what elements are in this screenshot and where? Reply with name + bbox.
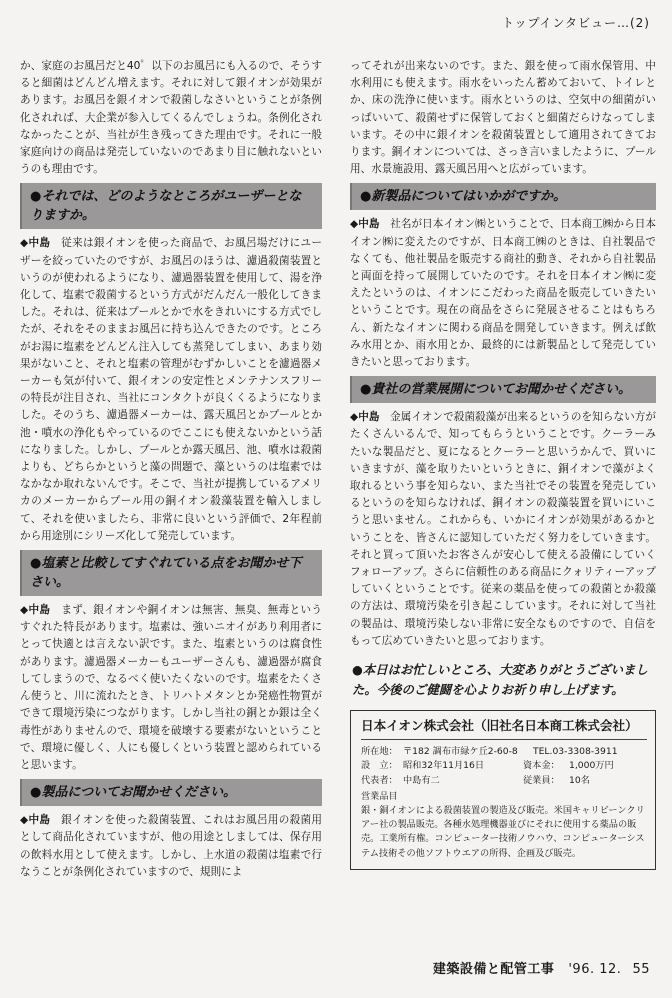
magazine-title: 建築設備と配管工事 xyxy=(432,962,555,977)
business-description: 銀・銅イオンによる殺菌装置の製造及び販売。米国キャリビーンクリアー社の製品販売。各種水処理機器並びにそれに使用する薬品の販売。工業所有権。コンピューター技術ノウハウ、コンピューターシステム技術その他ソフトウエアの所得、企画及び販売。 xyxy=(361,804,645,859)
company-info-box xyxy=(350,710,656,870)
address-value: 〒182 調布市緑ケ丘2-60-8 xyxy=(403,746,518,758)
issue-date: '96. 12. xyxy=(568,962,622,977)
answer-text: まず、銀イオンや銅イオンは無害、無臭、無毒というすぐれた特長があります。塩素は、強いニオイがあり利用者にとって快適とは言えない訳です。また、塩素というのは腐食性があります。濾過器メーカーもユーザーさんも、濾過器が腐食してしまうので、なるべく使いたくないのです。塩素をたくさん使うと、川に流れたとき、トリハトメタンとか発癌性物質ができて環境汚染につながります。しかし当社の銅とか銀は全く毒性がありませんので、環境を破壊する要素がないということで、環境に優しく、人にも優しくという装置と認められていると思います。 xyxy=(20,604,323,771)
speaker-label: ◆中島 xyxy=(20,237,51,250)
question-heading: ●貴社の営業展開についてお聞かせください。 xyxy=(350,376,656,403)
answer-text: 従来は銀イオンを使った商品で、お風呂場だけにユーザーを絞っていたのですが、お風呂のほうは、濾過殺菌装置というのが使われるようになり、濾過器装置を使用して、湯を浄化して、塩素で殺菌するという方式がだんだん一般化してきました。それは、従来はプールとかで水をきれいにする方式でしたが、それをそのままお風呂に持ち込んできたのです。ところがお湯に塩素をどんどん注入しても蒸発してしまい、あまり効果がないこと、それと塩素の管理がむずかしいことを濾過器メーカーも気が付いて、銀イオンの安定性とメンテナンスフリーの特長が注目され、当社にコンタクトが良くくるようになりました。そのうち、濾過器メーカーは、露天風呂とかプールとか池・噴水の浄化もやっているのでここにも使えないかという話になりました。しかし、プールとか露天風呂、池、噴水は殺菌よりも、どちらかというと藻の問題で、藻というのは塩素ではなかなか取れないんです。そこで、当社が提携しているアメリカのメーカーからプール用の銅イオン殺藻装置を輸入しまして、それを使いましたら、非常に良いという評価で、2年程前から用途別にシリーズ化して発売しています。 xyxy=(20,237,322,542)
answer-paragraph xyxy=(350,409,656,650)
speaker-label: ◆中島 xyxy=(350,218,380,231)
answer-text: 銀イオンを使った殺菌装置、これはお風呂用の殺菌用として商品化されていますが、他の用途としましては、保存用の飲料水用として使えます。しかし、上水道の殺菌は塩素で行なうことが条例化されていますので、規則によ xyxy=(20,814,323,878)
page-footer xyxy=(433,958,650,977)
question-heading: ●製品についてお聞かせください。 xyxy=(20,779,322,806)
capital-value: 1,000万円 xyxy=(569,760,614,772)
representative-value: 中島有二 xyxy=(403,774,440,786)
question-heading: ●それでは、どのようなところがユーザーとなりますか。 xyxy=(20,183,322,229)
company-name: 日本イオン株式会社（旧社名日本商工株式会社） xyxy=(361,717,647,740)
answer-paragraph xyxy=(20,812,322,881)
answer-text: 社名が日本イオン㈱ということで、日本商工㈱から日本イオン㈱に変えたのですが、日本商工㈱のときは、自社製品でなくても、他社製品を販売する商社的動き、それから自社製品と両面を持って展開していたのです。それを日本イオン㈱に変えたというのは、イオンにこだわった商品を販売していきたいということです。現在の商品をさらに発展させることはもちろん、新たなイオンに関わる商品を開発していきます。例えば飲み水用とか、雨水用とか、最終的には新製品として発売していきたいと思っております。 xyxy=(350,218,656,369)
closing-remark: ●本日はお忙しいところ、大変ありがとうございました。今後のご健闘を心よりお祈り申し上げます。 xyxy=(352,662,648,698)
employees-label: 従業員： xyxy=(523,774,560,786)
representative-label: 代表者： xyxy=(361,774,398,786)
established-row xyxy=(361,759,647,773)
business-label: 営業品目 xyxy=(361,790,398,802)
employees-value: 10名 xyxy=(569,774,590,786)
answer-paragraph xyxy=(20,602,322,774)
answer-text: 金属イオンで殺菌殺藻が出来るというのを知らない方がたくさんいるんで、知ってもらうということです。クーラーみたいな製品だと、夏になるとクーラーと思いうかんで、買いにいきますが、藻を取りたいというときに、銅イオンで藻がよく取れるという事を知らない、また当社でその装置を発売しているというのを知らなければ、銅イオンの殺藻装置を買いにいこうと思いません。これからも、いかにイオンが効果があるかということを、皆さんに認知していただく努力をしていきます。それと買って頂いたお客さんが安心して使える設備にしていくフォローアップ。さらに信頼性のある商品にクォリティーアップしていくということです。従来の薬品を使っての殺菌とか殺藻の方法は、環境汚染を引き起こしています。それに対して当社の製品は、環境汚染しない非常に安全なものですので、自信をもって広めていきたいと思っております。 xyxy=(350,411,656,647)
established-label: 設 立： xyxy=(361,760,398,772)
phone-value: TEL.03-3308-3911 xyxy=(533,746,618,758)
left-column xyxy=(20,58,322,884)
page-number: 55 xyxy=(632,962,650,977)
representative-row xyxy=(361,774,647,788)
paragraph: ってそれが出来ないのです。また、銀を使って雨水保管用、中水利用にも使えます。雨水をいったん蓄めておいて、トイレとか、床の洗浄に使います。雨水というのは、空気中の細菌がいっぱいいて、殺菌せずに保管しておくと細菌だらけなってしまいます。その中に銀イオンを殺菌装置として適用されてきております。銅イオンについては、さっき言いましたように、プール用、水景施設用、露天風呂用へと広がっています。 xyxy=(350,60,656,176)
paragraph: か、家庭のお風呂だと40゜以下のお風呂にも入るので、そうすると細菌はどんどん増えます。それに対して銀イオンが効果があります。お風呂を銀イオンで殺菌しなさいということが条例化されれば、大企業が参入してくるんでしょうね。条例化されなかったことが、当社が生き残ってきた理由です。それに一般家庭向けの商品は発売していないのであまり目に触れないというのも理由です。 xyxy=(20,60,322,176)
address-label: 所在地： xyxy=(361,746,398,758)
page-header: トップインタビュー…(2) xyxy=(501,16,650,30)
speaker-label: ◆中島 xyxy=(20,814,51,827)
question-heading: ●新製品についてはいかがですか。 xyxy=(350,183,656,210)
speaker-label: ◆中島 xyxy=(350,411,380,424)
right-column xyxy=(350,58,656,870)
capital-label: 資本金： xyxy=(523,760,560,772)
established-value: 昭和32年11月16日 xyxy=(403,760,485,772)
address-row xyxy=(361,745,647,759)
question-heading: ●塩素と比較してすぐれている点をお聞かせ下さい。 xyxy=(20,550,322,596)
speaker-label: ◆中島 xyxy=(20,604,51,617)
answer-paragraph xyxy=(350,216,656,371)
answer-paragraph xyxy=(20,235,322,545)
